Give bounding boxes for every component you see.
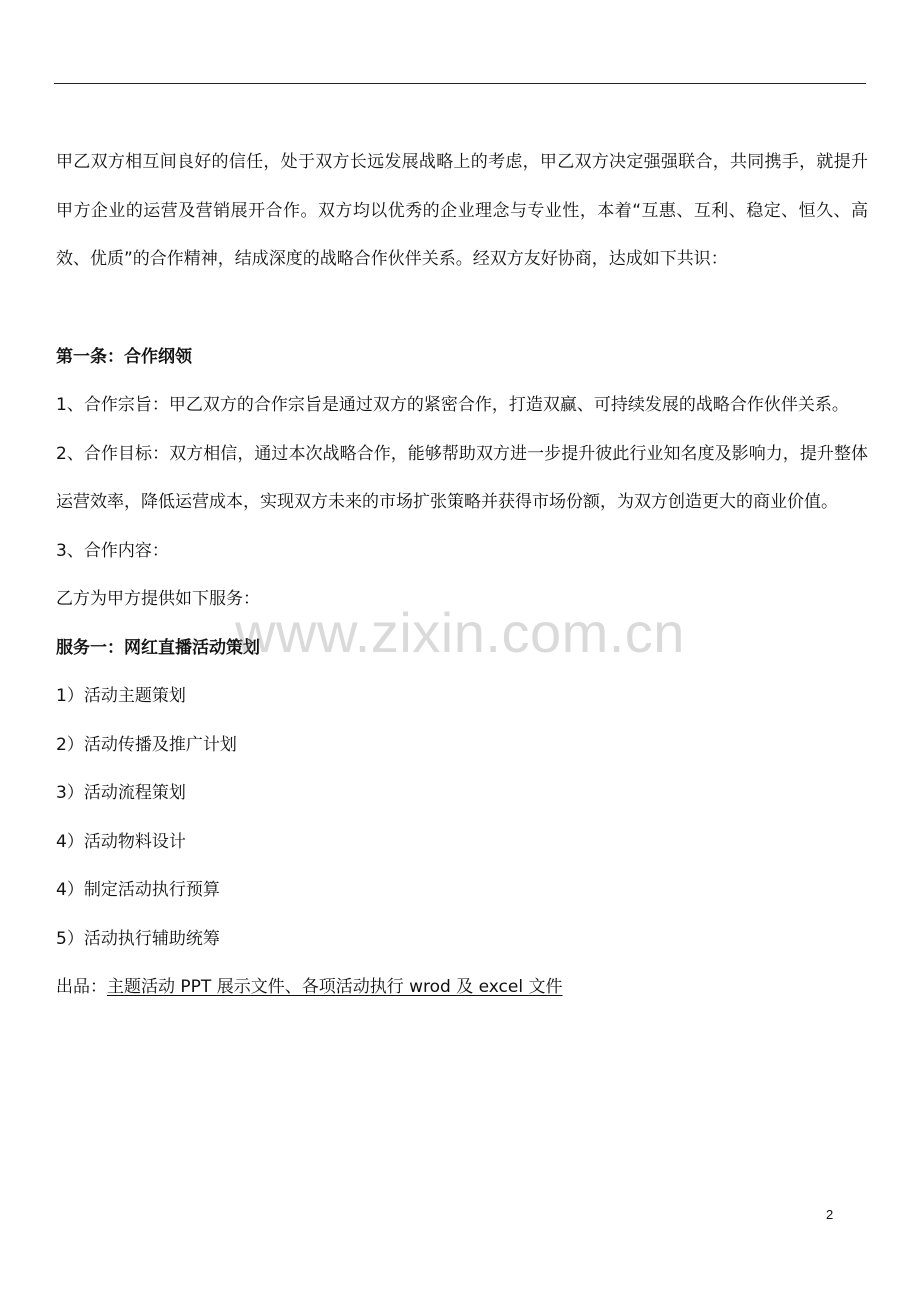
- service-item: 4）活动物料设计: [56, 831, 186, 852]
- service-item: 5）活动执行辅助统筹: [56, 928, 220, 949]
- output-value: 主题活动 PPT 展示文件、各项活动执行 wrod 及 excel 文件: [107, 977, 563, 997]
- watermark: www.zixin.com.cn: [235, 601, 685, 664]
- page-number: 2: [826, 1207, 834, 1222]
- output-label: 出品：: [56, 977, 107, 997]
- services-intro: 乙方为甲方提供如下服务：: [56, 589, 260, 609]
- article-heading: 第一条：合作纲领: [56, 346, 192, 367]
- document-body: [56, 138, 868, 1012]
- service-item: 3）活动流程策划: [56, 783, 186, 803]
- output-line: [56, 963, 868, 1012]
- cooperation-content: 3、合作内容：: [56, 540, 169, 561]
- cooperation-purpose: 1、合作宗旨：甲乙双方的合作宗旨是通过双方的紧密合作，打造双赢、可持续发展的战略合作伙伴关系。: [56, 395, 849, 415]
- paragraph-gap: [56, 284, 868, 333]
- service-item: 1）活动主题策划: [56, 686, 186, 706]
- cooperation-goal: 2、合作目标：双方相信，通过本次战略合作，能够帮助双方进一步提升彼此行业知名度及影响力，提升整体运营效率，降低运营成本，实现双方未来的市场扩张策略并获得市场份额，为双方创造更大的商业价值。: [56, 443, 868, 512]
- service-heading: 服务一：网红直播活动策划: [56, 637, 260, 658]
- intro-paragraph: 甲乙双方相互间良好的信任，处于双方长远发展战略上的考虑，甲乙双方决定强强联合，共同携手，就提升甲方企业的运营及营销展开合作。双方均以优秀的企业理念与专业性，本着“互惠、互利、稳定、恒久、高效、优质”的合作精神，结成深度的战略合作伙伴关系。经双方友好协商，达成如下共识：: [56, 152, 868, 269]
- service-item: 2）活动传播及推广计划: [56, 734, 237, 755]
- header-rule: [54, 83, 866, 84]
- service-item: 4）制定活动执行预算: [56, 880, 220, 900]
